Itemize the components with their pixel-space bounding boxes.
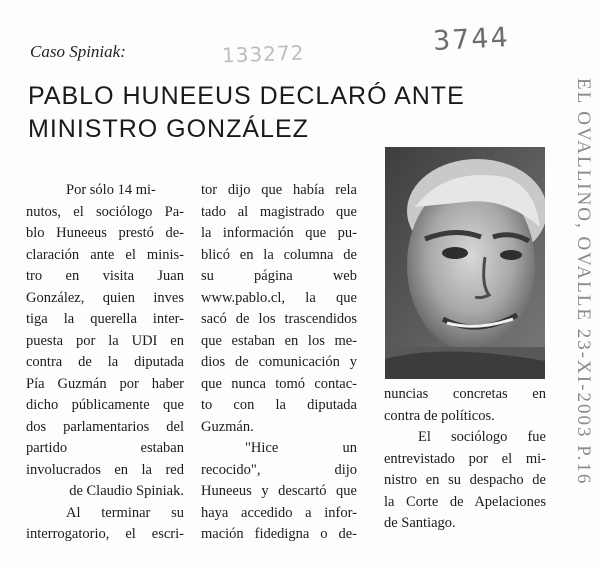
column-2-line: haya accedido a infor- bbox=[201, 504, 357, 521]
column-1-line: Al terminar su bbox=[66, 504, 184, 521]
column-3-line: nuncias concretas en bbox=[384, 386, 546, 402]
article-column-1 bbox=[26, 180, 184, 546]
column-1-line: tiga la querella inter- bbox=[26, 311, 184, 327]
column-2-line: sacó de los trascendidos bbox=[201, 311, 357, 327]
column-2-line: Guzmán. bbox=[201, 418, 254, 435]
portrait-image bbox=[385, 147, 545, 379]
column-3-line: entrevistado por el mi- bbox=[384, 450, 546, 467]
handwritten-number: 3744 bbox=[432, 22, 511, 57]
handwritten-archive-code: 133272 bbox=[221, 40, 305, 68]
column-1-line: blo Huneeus prestó de- bbox=[26, 225, 184, 241]
column-1-line: dicho públicamente que bbox=[26, 397, 184, 413]
column-1-line: Por sólo 14 mi- bbox=[66, 182, 156, 198]
column-1-line: nutos, el sociólogo Pa- bbox=[26, 203, 184, 220]
column-1-line: involucrados en la red bbox=[26, 461, 184, 478]
headline-line-1: PABLO HUNEEUS DECLARÓ ANTE bbox=[28, 82, 465, 110]
column-1-line: dos parlamentarios del bbox=[26, 418, 184, 435]
column-1-line: Pía Guzmán por haber bbox=[26, 375, 184, 392]
column-3-line: El sociólogo fue bbox=[418, 429, 546, 445]
column-1-line: partido estaban bbox=[26, 440, 184, 456]
source-stamp-text: EL OVALLINO, OVALLE 23-XI-2003 P.16 bbox=[573, 78, 594, 486]
column-2-line: la información que pu- bbox=[201, 225, 357, 241]
column-2-line: que nunca tomó contac- bbox=[201, 375, 357, 392]
headline-line-2: MINISTRO GONZÁLEZ bbox=[28, 115, 309, 143]
column-2-line: www.pablo.cl, la que bbox=[201, 289, 357, 306]
column-1-line: contra de la diputada bbox=[26, 354, 184, 370]
column-1-line: González, quien inves bbox=[26, 289, 184, 306]
column-1-line: puesta por la UDI en bbox=[26, 332, 184, 349]
column-2-line: su página web bbox=[201, 268, 357, 284]
column-1-line: de Claudio Spiniak. bbox=[69, 483, 184, 499]
headline bbox=[28, 80, 528, 146]
article-column-3 bbox=[384, 384, 546, 535]
column-3-line: contra de políticos. bbox=[384, 407, 495, 424]
column-3-line: de Santiago. bbox=[384, 515, 456, 531]
column-3-line: la Corte de Apelaciones bbox=[384, 493, 546, 510]
column-2-line: tado al magistrado que bbox=[201, 203, 357, 220]
column-2-line: dios de comunicación y bbox=[201, 354, 357, 370]
column-2-line: Huneeus y descartó que bbox=[201, 483, 357, 499]
column-2-line: recocido", dijo bbox=[201, 461, 357, 478]
column-1-line: claración ante el minis- bbox=[26, 246, 184, 263]
column-2-line: to con la diputada bbox=[201, 397, 357, 413]
column-3-line: nistro en su despacho de bbox=[384, 472, 546, 488]
article-column-2 bbox=[201, 180, 357, 546]
portrait-photo bbox=[385, 147, 545, 379]
column-2-line: "Hice un bbox=[245, 440, 357, 456]
kicker: Caso Spiniak: bbox=[30, 42, 126, 61]
column-1-line: tro en visita Juan bbox=[26, 268, 184, 284]
column-2-line: tor dijo que había rela bbox=[201, 182, 357, 198]
column-2-line: mación fidedigna o de- bbox=[201, 526, 357, 542]
source-stamp bbox=[570, 78, 594, 518]
column-2-line: blicó en la columna de bbox=[201, 246, 357, 263]
column-2-line: que estaban en los me- bbox=[201, 332, 357, 349]
column-1-line: interrogatorio, el escri- bbox=[26, 526, 184, 542]
